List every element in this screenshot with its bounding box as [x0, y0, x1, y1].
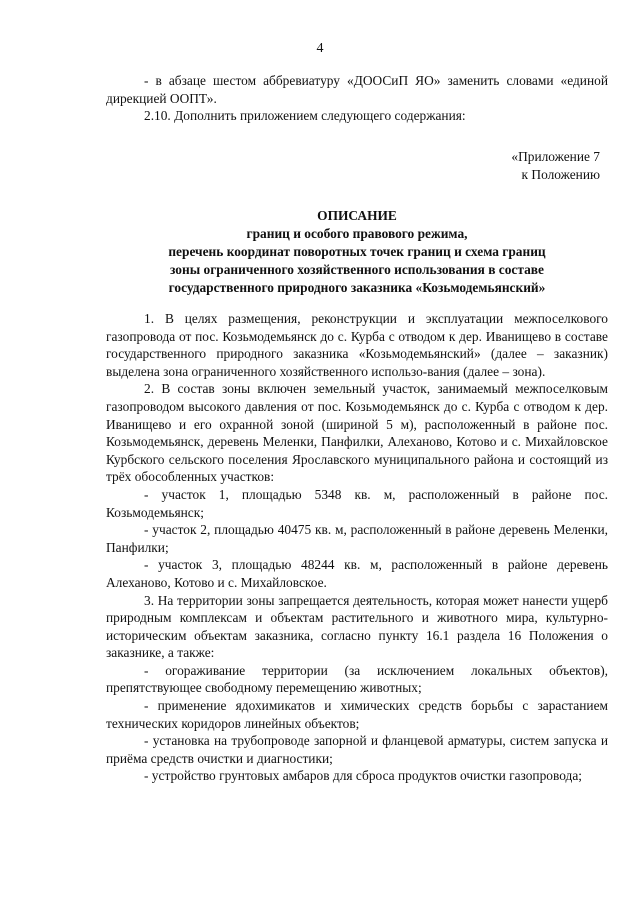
paragraph-1: 1. В целях размещения, реконструкции и эксплуатации межпоселкового газопровода от пос. Козьмодемьянск до с. Курба с отводом к дер. Иванищево в составе государственного природного заказника «Козьмодемьянский» (далее – заказник) выделена зона ограниченного хозяйственного использо-вания (далее – зона). — [106, 311, 608, 379]
intro-block — [106, 72, 608, 125]
paragraph-2: 2. В состав зоны включен земельный участок, занимаемый межпоселковым газопроводом высокого давления от пос. Козьмодемьянск до с. Курба с отводом к дер. Иванищево и его охранной зоной (шириной 5 м), расположенный в районе пос. Козьмодемьянск, деревень Меленки, Панфилки, Алеханово, Котово и с. Михайловское Курбского сельского поселения Ярославского муниципального района и состоящий из трёх обособленных участков: — [106, 381, 608, 485]
document-heading — [106, 207, 608, 297]
paragraph-2-bullet-1: - участок 1, площадью 5348 кв. м, расположенный в районе пос. Козьмодемьянск; — [106, 486, 608, 520]
heading-line-5: государственного природного заказника «Козьмодемьянский» — [168, 280, 546, 295]
heading-title: ОПИСАНИЕ — [317, 208, 397, 223]
paragraph-3-bullet-3: - установка на трубопроводе запорной и фланцевой арматуры, систем запуска и приёма средств очистки и диагностики; — [106, 733, 608, 766]
appendix-reference — [440, 148, 600, 184]
appendix-ref-line2: к Положению — [521, 167, 600, 182]
item-2-10: 2.10. Дополнить приложением следующего содержания: — [144, 108, 466, 124]
paragraph-3: 3. На территории зоны запрещается деятельность, которая может нанести ущерб природным комплексам и объектам растительного и животного мира, культурно-историческим объектам заказника, согласно пункту 16.1 раздела 16 Положения о заказнике, а также: — [106, 592, 608, 661]
amendment-bullet: - в абзаце шестом аббревиатуру «ДООСиП ЯО» заменить словами «единой дирекцией ООПТ». — [106, 73, 608, 106]
paragraph-2-bullet-3: - участок 3, площадью 48244 кв. м, расположенный в районе деревень Алеханово, Котово и с. Михайловское. — [106, 557, 608, 590]
appendix-ref-line1: «Приложение 7 — [511, 149, 600, 164]
heading-line-2: границ и особого правового режима, — [246, 226, 468, 241]
heading-line-3: перечень координат поворотных точек границ и схема границ — [168, 244, 546, 259]
paragraph-3-bullet-2: - применение ядохимикатов и химических средств борьбы с зарастанием технических коридоров линейных объектов; — [106, 698, 608, 731]
paragraph-3-bullet-1: - огораживание территории (за исключением локальных объектов), препятствующее свободному перемещению животных; — [106, 662, 608, 696]
heading-line-4: зоны ограниченного хозяйственного использования в составе — [170, 262, 544, 277]
page-number: 4 — [316, 41, 324, 56]
paragraph-2-bullet-2: - участок 2, площадью 40475 кв. м, расположенный в районе деревень Меленки, Панфилки; — [106, 522, 608, 555]
main-body — [106, 310, 608, 785]
paragraph-3-bullet-4: - устройство грунтовых амбаров для сброса продуктов очистки газопровода; — [144, 768, 582, 784]
